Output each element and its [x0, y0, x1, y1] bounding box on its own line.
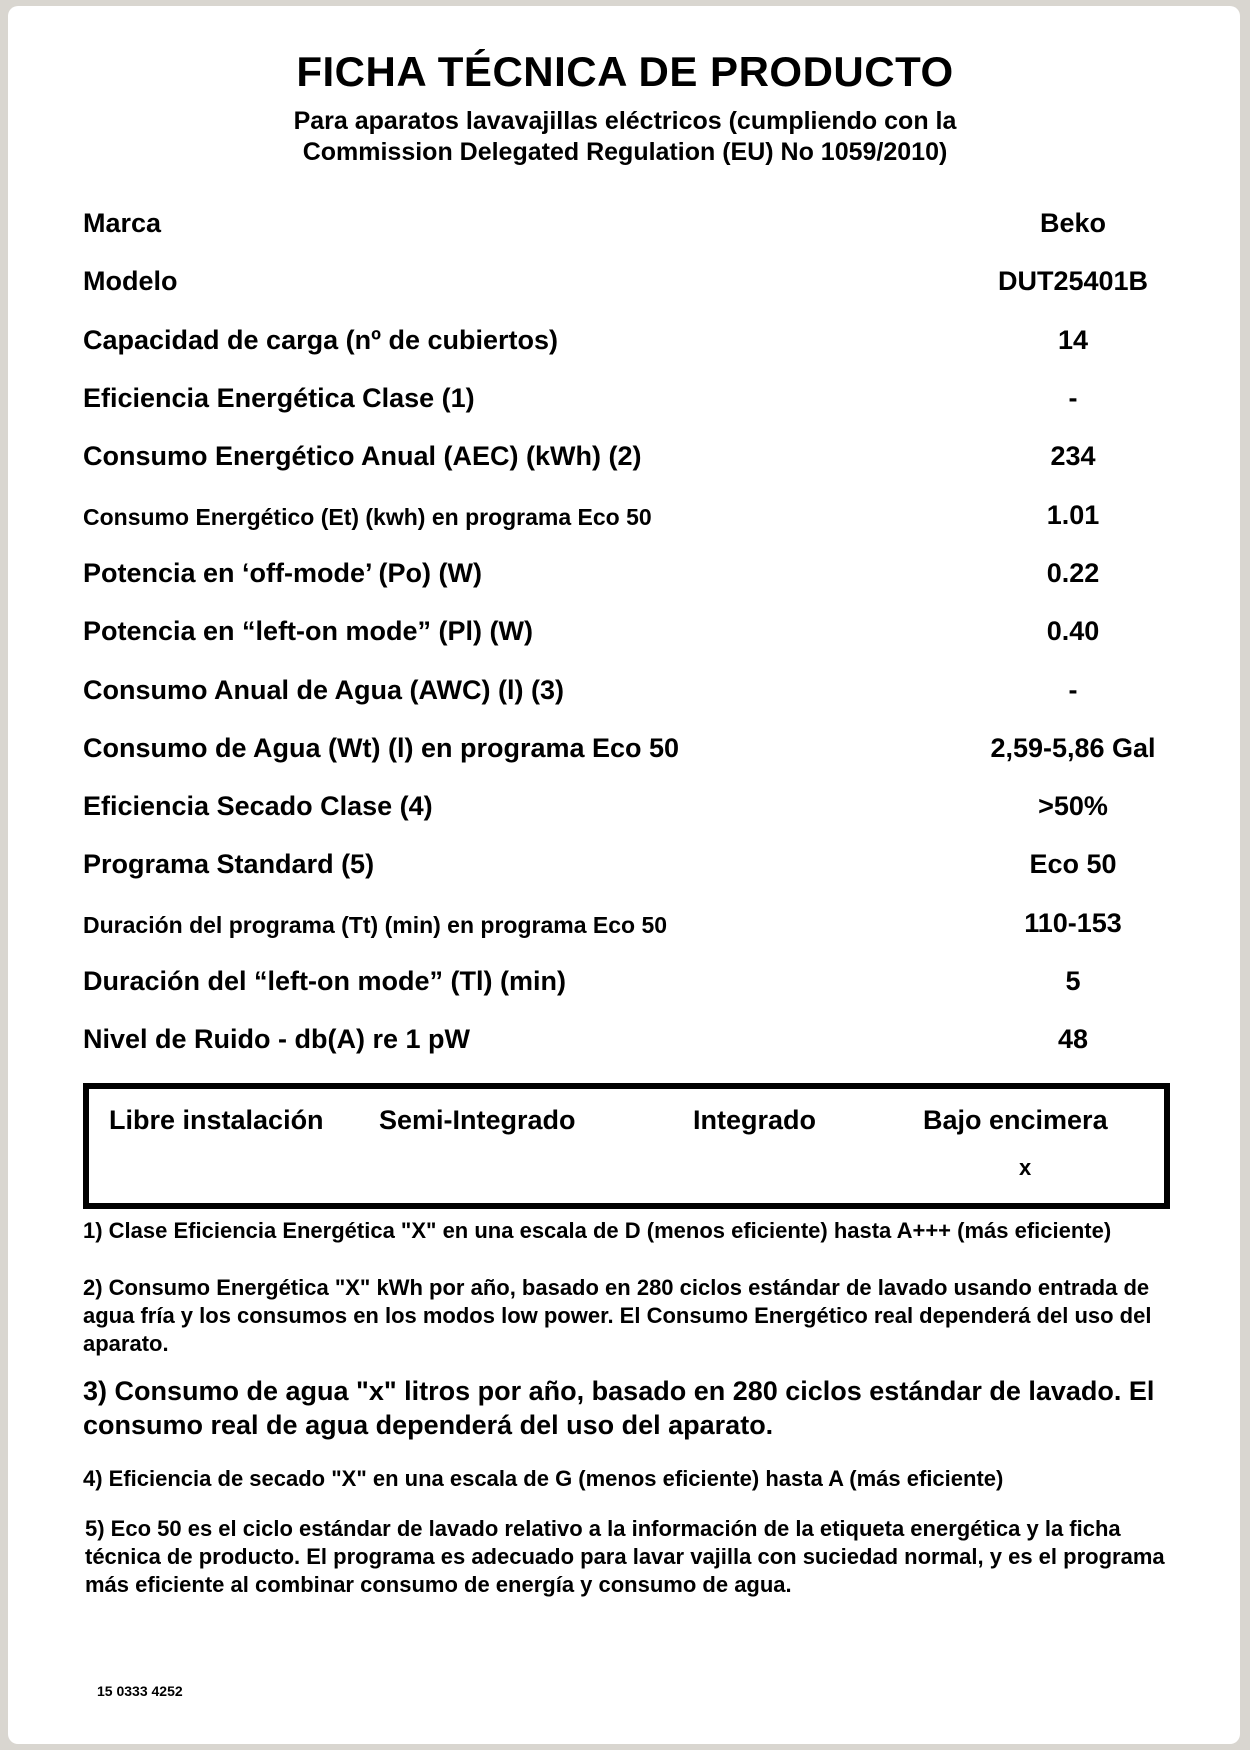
spec-value: 0.40	[1046, 616, 1100, 646]
spec-row-off-mode	[83, 558, 1173, 598]
spec-value: 48	[1057, 1024, 1089, 1054]
footnote-5: 5) Eco 50 es el ciclo estándar de lavado relativo a la información de la etiqueta energética y la ficha técnica de producto. El programa es adecuado para lavar vajilla con suciedad normal, y es el programa más eficiente al combinar consumo de energía y consumo de agua.	[85, 1516, 1165, 1597]
spec-label: Nivel de Ruido - db(A) re 1 pW	[83, 1024, 471, 1054]
spec-value: 0.22	[1046, 558, 1100, 588]
footnote-4: 4) Eficiencia de secado "X" en una escala de G (menos eficiente) hasta A (más eficiente)	[83, 1466, 1004, 1491]
spec-row-programa-standard	[83, 849, 1173, 889]
spec-row-eficiencia-energetica	[83, 383, 1173, 423]
spec-row-marca	[83, 208, 1173, 248]
spec-label: Capacidad de carga (nº de cubiertos)	[83, 325, 558, 355]
subtitle-line-2: Commission Delegated Regulation (EU) No 1059/2010)	[302, 138, 948, 166]
spec-label: Consumo Anual de Agua (AWC) (l) (3)	[83, 675, 564, 705]
spec-label: Eficiencia Secado Clase (4)	[83, 791, 433, 821]
spec-label: Consumo Energético (Et) (kwh) en programa Eco 50	[83, 504, 652, 530]
spec-row-duracion-left-on	[83, 966, 1173, 1006]
spec-label: Consumo Energético Anual (AEC) (kWh) (2)	[83, 441, 642, 471]
footnote-1: 1) Clase Eficiencia Energética "X" en una escala de D (menos eficiente) hasta A+++ (más eficiente)	[83, 1218, 1112, 1243]
spec-row-modelo	[83, 266, 1173, 306]
installation-option-bajo-encimera: Bajo encimera	[923, 1105, 1108, 1135]
spec-label: Programa Standard (5)	[83, 849, 375, 879]
spec-value: 1.01	[1046, 500, 1100, 530]
installation-option-libre: Libre instalación	[109, 1105, 324, 1135]
footnote-3: 3) Consumo de agua "x" litros por año, basado en 280 ciclos estándar de lavado. El consumo real de agua dependerá del uso del aparato.	[83, 1376, 1155, 1440]
spec-label: Duración del “left-on mode” (Tl) (min)	[83, 966, 566, 996]
spec-label: Potencia en “left-on mode” (Pl) (W)	[83, 616, 533, 646]
spec-value: >50%	[1038, 791, 1108, 821]
spec-value: -	[1068, 675, 1078, 705]
spec-label: Duración del programa (Tt) (min) en programa Eco 50	[83, 912, 668, 938]
spec-row-nivel-ruido	[83, 1024, 1173, 1064]
installation-option-integrado: Integrado	[693, 1105, 817, 1135]
spec-value: DUT25401B	[997, 266, 1149, 296]
spec-row-left-on-mode	[83, 616, 1173, 656]
spec-value: 2,59-5,86 Gal	[990, 733, 1156, 763]
spec-row-consumo-agua-eco50	[83, 733, 1173, 773]
spec-value: 5	[1065, 966, 1081, 996]
document-code: 15 0333 4252	[97, 1683, 183, 1699]
spec-label: Eficiencia Energética Clase (1)	[83, 383, 475, 413]
spec-row-consumo-agua-anual	[83, 675, 1173, 715]
document-subtitle	[0, 106, 1250, 168]
spec-row-consumo-anual	[83, 441, 1173, 481]
installation-type-box	[83, 1083, 1170, 1209]
spec-value: Beko	[1039, 208, 1107, 238]
subtitle-line-1: Para aparatos lavavajillas eléctricos (cumpliendo con la	[293, 107, 957, 135]
spec-row-capacidad	[83, 325, 1173, 365]
footnote-2: 2) Consumo Energética "X" kWh por año, basado en 280 ciclos estándar de lavado usando entrada de agua fría y los consumos en los modos low power. El Consumo Energético real dependerá del uso del aparato.	[83, 1275, 1152, 1356]
installation-selected-mark: x	[1019, 1155, 1032, 1180]
spec-row-duracion-programa	[83, 908, 1173, 948]
spec-row-consumo-eco50	[83, 500, 1173, 540]
installation-option-semi-integrado: Semi-Integrado	[379, 1105, 576, 1135]
spec-label: Modelo	[83, 266, 178, 296]
spec-value: 110-153	[1024, 908, 1122, 938]
spec-value: 234	[1050, 441, 1096, 471]
spec-label: Potencia en ‘off-mode’ (Po) (W)	[83, 558, 482, 588]
spec-value: 14	[1057, 325, 1089, 355]
spec-label: Consumo de Agua (Wt) (l) en programa Eco 50	[83, 733, 680, 763]
spec-value: -	[1068, 383, 1078, 413]
spec-value: Eco 50	[1029, 849, 1117, 879]
spec-row-secado	[83, 791, 1173, 831]
document-title: FICHA TÉCNICA DE PRODUCTO	[296, 48, 954, 95]
spec-label: Marca	[83, 208, 162, 238]
